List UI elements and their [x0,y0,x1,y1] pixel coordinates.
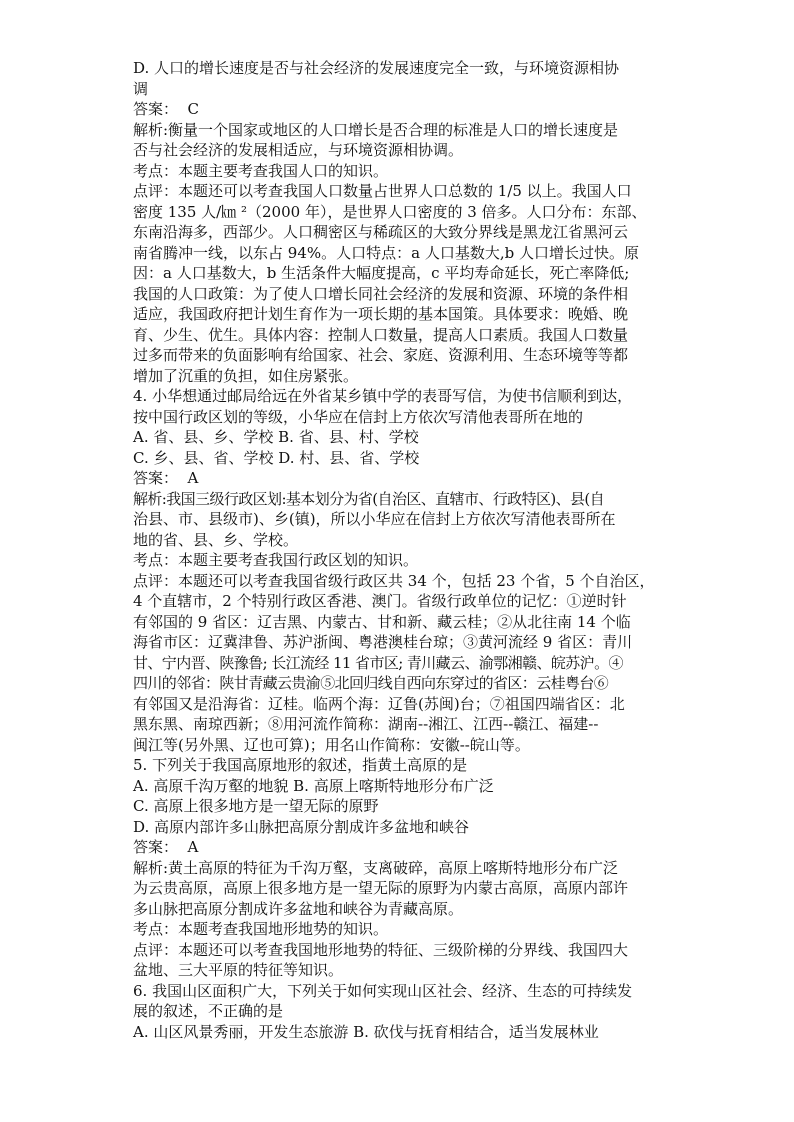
text-line: 多山脉把高原分割成许多盆地和峡谷为青藏高原。 [133,899,464,918]
answer-line: 答案： A [133,469,199,487]
text-line: 增加了沉重的负担，如住房紧张。 [133,366,359,385]
analysis-line: 解析:黄土高原的特征为千沟万壑，支离破碎，高原上喀斯特地形分布广泛 [133,858,619,877]
text-line: 调 [133,79,149,98]
text-line: 甘、宁内晋、陕豫鲁; 长江流经 11 省市区; 青川藏云、渝鄂湘赣、皖苏沪。④ [133,653,623,672]
analysis-line: 解析:衡量一个国家或地区的人口增长是否合理的标准是人口的增长速度是 [133,120,619,139]
text-line: 黑东黑、南琼西新；⑧用河流作简称：湖南--湘江、江西--赣江、福建-- [133,715,599,733]
text-line: 展的叙述，不正确的是 [133,1002,284,1020]
text-line: 盆地、三大平原的特征等知识。 [133,961,344,979]
option-line: A. 山区风景秀丽，开发生态旅游 B. 砍伐与抚育相结合，适当发展林业 [133,1022,599,1041]
answer-line: 答案： C [133,100,200,118]
text-line: 育、少生、优生。具体内容：控制人口数量，提高人口素质。我国人口数量 [133,325,629,344]
comment-line: 点评：本题还可以考查我国地形地势的特征、三级阶梯的分界线、我国四大 [133,940,629,959]
analysis-line: 解析:我国三级行政区划:基本划分为省(自治区、直辖市、行政特区)、县(自 [133,489,605,508]
key-point-line: 考点：本题考查我国地形地势的知识。 [133,920,389,938]
text-line: 否与社会经济的发展相适应，与环境资源相协调。 [133,141,464,159]
text-line: 4 个直辖市，2 个特别行政区香港、澳门。省级行政单位的记忆：①逆时针 [133,592,627,610]
text-line: 过多而带来的负面影响有给国家、社会、家庭、资源利用、生态环境等等都 [133,346,629,364]
text-line: 地的省、县、乡、学校。 [133,530,299,549]
text-line: 因：a 人口基数大，b 生活条件大幅度提高，c 平均寿命延长，死亡率降低; [133,264,630,282]
answer-line: 答案： A [133,838,199,856]
text-line: 有邻国的 9 省区：辽吉黑、内蒙古、甘和新、藏云桂；②从北往南 14 个临 [133,612,631,631]
option-line: C. 乡、县、省、学校 D. 村、县、省、学校 [133,448,420,467]
text-line: 为云贵高原，高原上很多地方是一望无际的原野为内蒙古高原，高原内部许 [133,879,629,897]
text-line: 东南沿海多，西部少。人口稠密区与稀疏区的大致分界线是黑龙江省黑河云 [133,223,629,241]
text-line: 我国的人口政策：为了使人口增长同社会经济的发展和资源、环境的条件相 [133,284,629,303]
text-line: 密度 135 人/㎞ ²（2000 年），是世界人口密度的 3 倍多。人口分布：东部、 [133,202,647,221]
text-line: 适应，我国政府把计划生育作为一项长期的基本国策。具体要求：晚婚、晚 [133,305,629,323]
question-line: 5. 下列关于我国高原地形的叙述，指黄土高原的是 [133,756,468,774]
key-point-line: 考点：本题主要考查我国人口的知识。 [133,161,389,180]
text-line: 按中国行政区划的等级，小华应在信封上方依次写清他表哥所在地的 [133,407,584,426]
question-line: 6. 我国山区面积广大，下列关于如何实现山区社会、经济、生态的可持续发 [133,981,633,1000]
text-line: 海省市区：辽冀津鲁、苏沪浙闽、粤港澳桂台琼；③黄河流经 9 省区：青川 [133,633,633,651]
option-line: A. 高原千沟万壑的地貌 B. 高原上喀斯特地形分布广泛 [133,776,494,795]
comment-line: 点评：本题还可以考查我国省级行政区共 34 个，包括 23 个省，5 个自治区， [133,571,655,590]
option-line: C. 高原上很多地方是一望无际的原野 [133,797,379,815]
text-line: 四川的邻省：陕甘青藏云贵渝⑤北回归线自西向东穿过的省区：云桂粤台⑥ [133,674,609,692]
text-line: 有邻国又是沿海省：辽桂。临两个海：辽鲁(苏闽)台；⑦祖国四端省区：北 [133,694,625,713]
comment-line: 点评：本题还可以考查我国人口数量占世界人口总数的 1/5 以上。我国人口 [133,182,632,200]
option-line: D. 高原内部许多山脉把高原分割成许多盆地和峡谷 [133,817,470,836]
key-point-line: 考点：本题主要考查我国行政区划的知识。 [133,551,419,569]
option-line: A. 省、县、乡、学校 B. 省、县、村、学校 [133,428,419,446]
text-line: 南省腾冲一线，以东占 94%。人口特点：a 人口基数大,b 人口增长过快。原 [133,243,639,262]
text-line: D. 人口的增长速度是否与社会经济的发展速度完全一致，与环境资源相协 [133,59,620,77]
text-line: 治县、市、县级市)、乡(镇)，所以小华应在信封上方依次写清他表哥所在 [133,510,616,528]
question-line: 4. 小华想通过邮局给远在外省某乡镇中学的表哥写信，为使书信顺利到达， [133,387,633,405]
text-line: 闽江等(另外黑、辽也可算)；用名山作简称：安徽--皖山等。 [133,735,530,754]
